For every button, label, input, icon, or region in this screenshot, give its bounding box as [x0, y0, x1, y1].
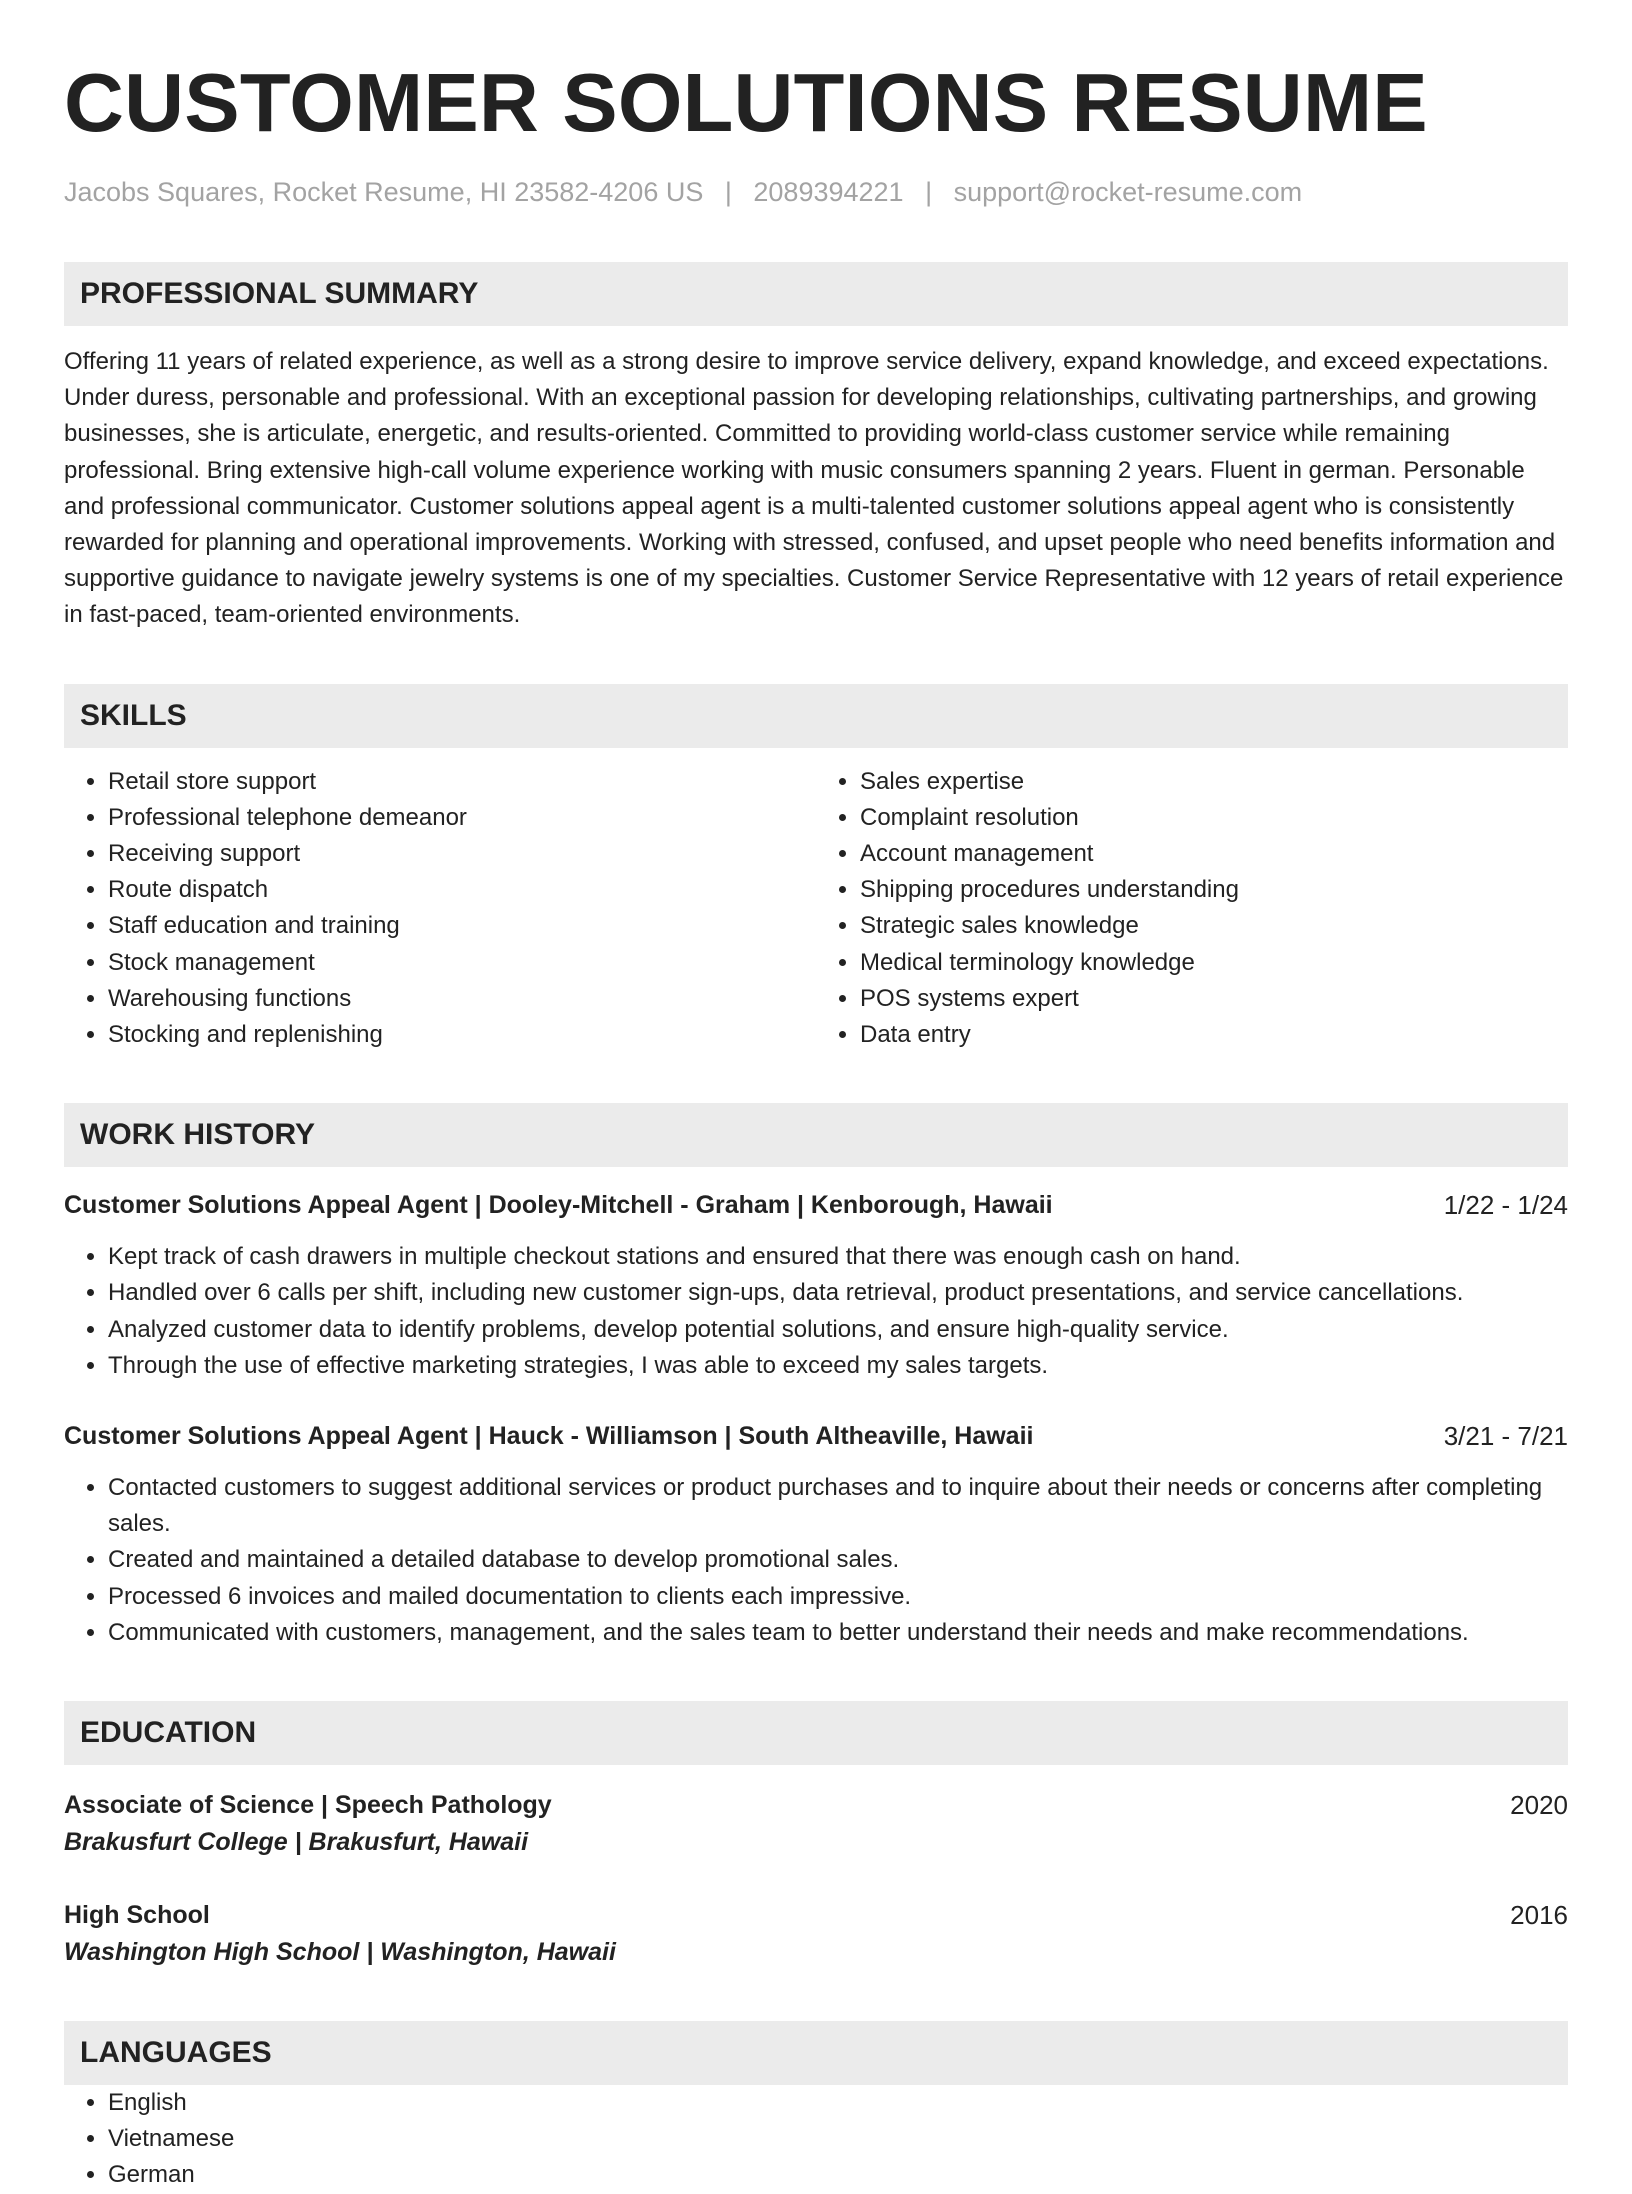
- education-degree: Associate of Science | Speech Pathology: [64, 1791, 552, 1820]
- job-entry: [64, 1418, 1568, 1651]
- job-bullet: • Created and maintained a detailed database to develop promotional sales.: [108, 1542, 1568, 1578]
- skill-item: • POS systems expert: [860, 981, 1568, 1017]
- section-header-languages: LANGUAGES: [64, 2021, 1568, 2085]
- skill-item: • Data entry: [860, 1017, 1568, 1053]
- skill-item: • Strategic sales knowledge: [860, 908, 1568, 944]
- languages-list: [64, 2085, 1568, 2194]
- job-bullets: [64, 1239, 1568, 1384]
- education-year: 2016: [1510, 1900, 1568, 1931]
- skill-item: • Shipping procedures understanding: [860, 872, 1568, 908]
- job-bullet: • Through the use of effective marketing strategies, I was able to exceed my sales targets.: [108, 1348, 1568, 1384]
- education-degree: High School: [64, 1901, 210, 1930]
- education-entry: [64, 1897, 1568, 1971]
- contact-line: [64, 174, 1568, 210]
- skill-item: • Stock management: [108, 945, 816, 981]
- skill-item: • Route dispatch: [108, 872, 816, 908]
- contact-separator: |: [724, 177, 732, 207]
- job-dates: 3/21 - 7/21: [1443, 1421, 1568, 1452]
- section-header-skills: SKILLS: [64, 684, 1568, 748]
- skills-list-right: [816, 764, 1568, 1054]
- skill-item: • Professional telephone demeanor: [108, 800, 816, 836]
- contact-email: support@rocket-resume.com: [953, 177, 1303, 207]
- education-header: [64, 1897, 1568, 1933]
- education-entry: [64, 1787, 1568, 1861]
- job-title: Customer Solutions Appeal Agent | Dooley-Mitchell - Graham | Kenborough, Hawaii: [64, 1191, 1053, 1220]
- job-bullet: • Processed 6 invoices and mailed documentation to clients each impressive.: [108, 1579, 1568, 1615]
- job-title: Customer Solutions Appeal Agent | Hauck - Williamson | South Altheaville, Hawaii: [64, 1422, 1034, 1451]
- language-item: • Vietnamese: [108, 2121, 1568, 2157]
- section-header-work-history: WORK HISTORY: [64, 1103, 1568, 1167]
- language-item: • German: [108, 2157, 1568, 2193]
- skills-columns: [64, 764, 1568, 1054]
- resume-title: CUSTOMER SOLUTIONS RESUME: [64, 56, 1428, 149]
- skill-item: • Sales expertise: [860, 764, 1568, 800]
- section-header-summary: PROFESSIONAL SUMMARY: [64, 262, 1568, 326]
- summary-text: Offering 11 years of related experience, as well as a strong desire to improve service delivery, expand knowledge, and exceed expectations. Under duress, personable and professional. With an exceptional passion for developing relationships, cultivating partnerships, and growing businesses, she is articulate, energetic, and results-oriented. Committed to providing world-class customer service while remaining professional. Bring extensive high-call volume experience working with music consumers spanning 2 years. Fluent in german. Personable and professional communicator. Customer solutions appeal agent is a multi-talented customer solutions appeal agent who is consistently rewarded for planning and operational improvements. Working with stressed, confused, and upset people who need benefits information and supportive guidance to navigate jewelry systems is one of my specialties. Customer Service Representative with 12 years of retail experience in fast-paced, team-oriented environments.: [64, 348, 1564, 629]
- contact-address: Jacobs Squares, Rocket Resume, HI 23582-4206 US: [64, 177, 704, 207]
- skill-item: • Warehousing functions: [108, 981, 816, 1017]
- skill-item: • Medical terminology knowledge: [860, 945, 1568, 981]
- education-header: [64, 1787, 1568, 1823]
- job-bullet: • Kept track of cash drawers in multiple checkout stations and ensured that there was enough cash on hand.: [108, 1239, 1568, 1275]
- skill-item: • Complaint resolution: [860, 800, 1568, 836]
- skill-item: • Stocking and replenishing: [108, 1017, 816, 1053]
- job-dates: 1/22 - 1/24: [1443, 1190, 1568, 1221]
- contact-separator: |: [925, 177, 933, 207]
- skill-item: • Receiving support: [108, 836, 816, 872]
- education-year: 2020: [1510, 1790, 1568, 1821]
- education-school: Washington High School | Washington, Hawaii: [64, 1938, 616, 1967]
- contact-phone: 2089394221: [753, 177, 904, 207]
- skill-item: • Retail store support: [108, 764, 816, 800]
- skill-item: • Staff education and training: [108, 908, 816, 944]
- education-school: Brakusfurt College | Brakusfurt, Hawaii: [64, 1828, 529, 1857]
- skills-list-left: [64, 764, 816, 1054]
- language-item: • English: [108, 2085, 1568, 2121]
- job-bullets: [64, 1470, 1568, 1651]
- section-header-education: EDUCATION: [64, 1701, 1568, 1765]
- job-header: [64, 1187, 1568, 1223]
- job-bullet: • Communicated with customers, management, and the sales team to better understand their needs and make recommendations.: [108, 1615, 1568, 1651]
- job-header: [64, 1418, 1568, 1454]
- job-entry: [64, 1187, 1568, 1384]
- skill-item: • Account management: [860, 836, 1568, 872]
- job-bullet: • Handled over 6 calls per shift, including new customer sign-ups, data retrieval, product presentations, and service cancellations.: [108, 1275, 1568, 1311]
- job-bullet: • Analyzed customer data to identify problems, develop potential solutions, and ensure high-quality service.: [108, 1312, 1568, 1348]
- job-bullet: • Contacted customers to suggest additional services or product purchases and to inquire about their needs or concerns after completing sales.: [108, 1470, 1568, 1542]
